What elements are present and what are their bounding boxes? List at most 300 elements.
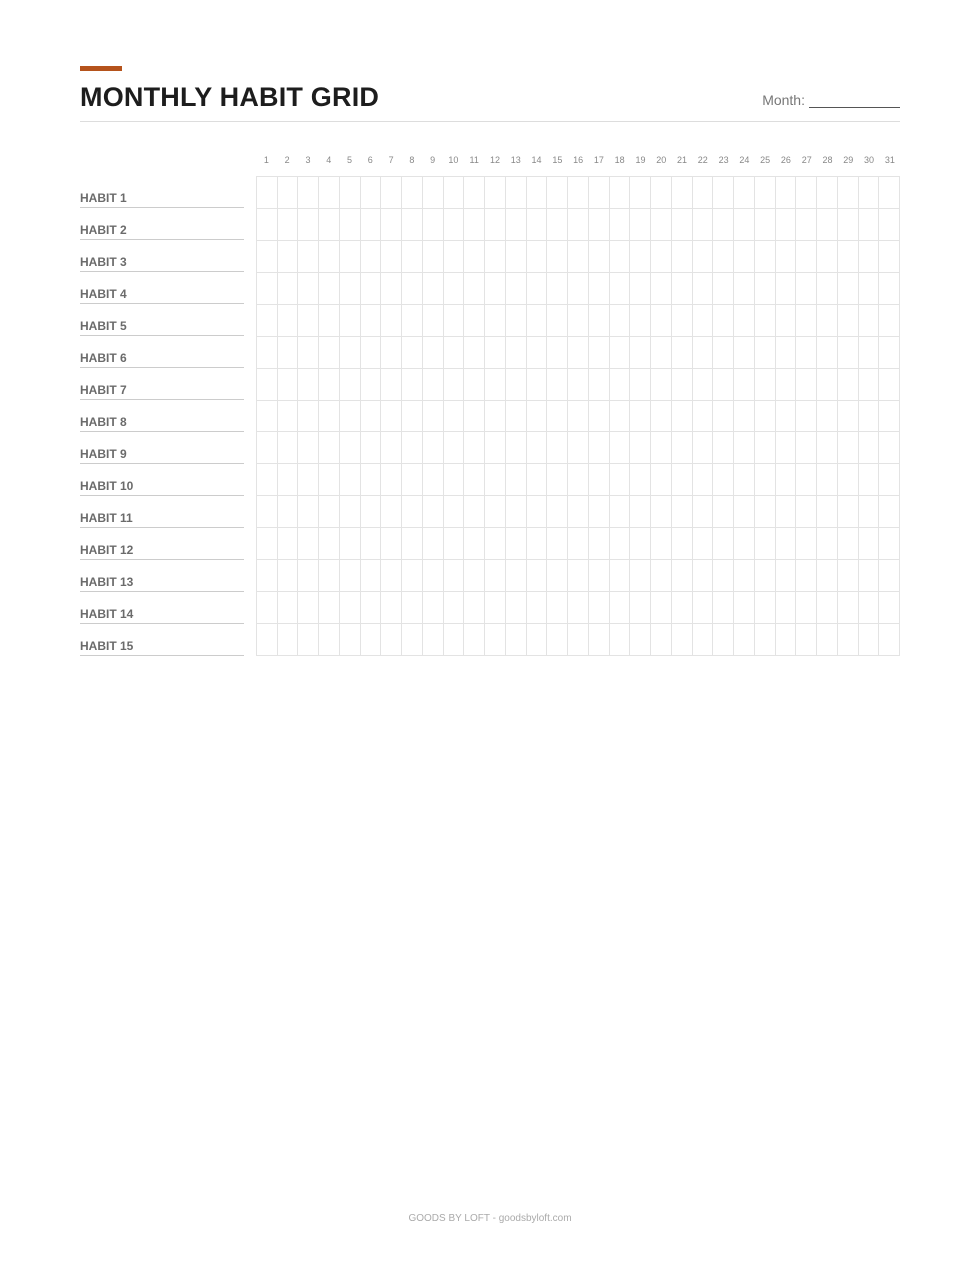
habit-day-cell[interactable] <box>402 369 423 401</box>
habit-day-cell[interactable] <box>651 241 672 273</box>
habit-day-cell[interactable] <box>444 177 465 209</box>
habit-day-cell[interactable] <box>423 337 444 369</box>
habit-day-cell[interactable] <box>610 273 631 305</box>
habit-day-cell[interactable] <box>776 241 797 273</box>
habit-day-cell[interactable] <box>485 592 506 624</box>
habit-day-cell[interactable] <box>713 369 734 401</box>
habit-day-cell[interactable] <box>589 496 610 528</box>
habit-day-cell[interactable] <box>651 337 672 369</box>
habit-day-cell[interactable] <box>319 528 340 560</box>
habit-day-cell[interactable] <box>319 177 340 209</box>
habit-day-cell[interactable] <box>361 496 382 528</box>
habit-day-cell[interactable] <box>278 337 299 369</box>
habit-day-cell[interactable] <box>672 177 693 209</box>
habit-day-cell[interactable] <box>838 209 859 241</box>
habit-day-cell[interactable] <box>506 528 527 560</box>
habit-day-cell[interactable] <box>734 177 755 209</box>
habit-day-cell[interactable] <box>547 401 568 433</box>
habit-day-cell[interactable] <box>672 337 693 369</box>
habit-day-cell[interactable] <box>319 592 340 624</box>
habit-day-cell[interactable] <box>506 592 527 624</box>
habit-day-cell[interactable] <box>298 337 319 369</box>
habit-day-cell[interactable] <box>361 337 382 369</box>
habit-day-cell[interactable] <box>713 305 734 337</box>
habit-day-cell[interactable] <box>402 496 423 528</box>
habit-day-cell[interactable] <box>506 337 527 369</box>
habit-day-cell[interactable] <box>423 241 444 273</box>
habit-day-cell[interactable] <box>879 560 900 592</box>
habit-day-cell[interactable] <box>796 592 817 624</box>
habit-day-cell[interactable] <box>361 560 382 592</box>
habit-day-cell[interactable] <box>381 337 402 369</box>
habit-day-cell[interactable] <box>464 209 485 241</box>
habit-day-cell[interactable] <box>859 401 880 433</box>
habit-day-cell[interactable] <box>859 464 880 496</box>
habit-day-cell[interactable] <box>651 560 672 592</box>
habit-day-cell[interactable] <box>257 273 278 305</box>
habit-day-cell[interactable] <box>527 305 548 337</box>
habit-day-cell[interactable] <box>755 496 776 528</box>
habit-day-cell[interactable] <box>257 209 278 241</box>
habit-day-cell[interactable] <box>755 401 776 433</box>
habit-day-cell[interactable] <box>257 560 278 592</box>
habit-day-cell[interactable] <box>402 528 423 560</box>
habit-day-cell[interactable] <box>527 401 548 433</box>
habit-day-cell[interactable] <box>402 432 423 464</box>
habit-day-cell[interactable] <box>817 273 838 305</box>
habit-day-cell[interactable] <box>796 337 817 369</box>
habit-day-cell[interactable] <box>257 401 278 433</box>
habit-day-cell[interactable] <box>817 209 838 241</box>
habit-day-cell[interactable] <box>734 209 755 241</box>
habit-day-cell[interactable] <box>485 624 506 656</box>
habit-day-cell[interactable] <box>879 624 900 656</box>
habit-day-cell[interactable] <box>257 177 278 209</box>
habit-day-cell[interactable] <box>402 624 423 656</box>
habit-day-cell[interactable] <box>859 369 880 401</box>
habit-day-cell[interactable] <box>796 177 817 209</box>
habit-day-cell[interactable] <box>817 369 838 401</box>
habit-day-cell[interactable] <box>568 337 589 369</box>
habit-day-cell[interactable] <box>838 273 859 305</box>
habit-day-cell[interactable] <box>651 209 672 241</box>
habit-day-cell[interactable] <box>859 496 880 528</box>
habit-day-cell[interactable] <box>879 241 900 273</box>
habit-day-cell[interactable] <box>485 273 506 305</box>
habit-day-cell[interactable] <box>319 305 340 337</box>
habit-day-cell[interactable] <box>547 464 568 496</box>
habit-day-cell[interactable] <box>672 624 693 656</box>
habit-day-cell[interactable] <box>630 369 651 401</box>
habit-day-cell[interactable] <box>381 464 402 496</box>
habit-day-cell[interactable] <box>776 273 797 305</box>
habit-day-cell[interactable] <box>672 401 693 433</box>
habit-day-cell[interactable] <box>444 305 465 337</box>
habit-day-cell[interactable] <box>796 464 817 496</box>
habit-day-cell[interactable] <box>713 496 734 528</box>
habit-day-cell[interactable] <box>485 401 506 433</box>
habit-day-cell[interactable] <box>589 560 610 592</box>
habit-day-cell[interactable] <box>568 496 589 528</box>
habit-day-cell[interactable] <box>630 624 651 656</box>
habit-day-cell[interactable] <box>298 560 319 592</box>
habit-day-cell[interactable] <box>464 496 485 528</box>
habit-day-cell[interactable] <box>527 369 548 401</box>
habit-day-cell[interactable] <box>381 241 402 273</box>
habit-day-cell[interactable] <box>776 432 797 464</box>
habit-day-cell[interactable] <box>859 273 880 305</box>
habit-day-cell[interactable] <box>568 401 589 433</box>
habit-day-cell[interactable] <box>672 209 693 241</box>
habit-day-cell[interactable] <box>361 464 382 496</box>
habit-day-cell[interactable] <box>838 528 859 560</box>
habit-day-cell[interactable] <box>506 560 527 592</box>
habit-day-cell[interactable] <box>444 401 465 433</box>
habit-day-cell[interactable] <box>547 369 568 401</box>
habit-day-cell[interactable] <box>381 432 402 464</box>
habit-day-cell[interactable] <box>547 528 568 560</box>
habit-day-cell[interactable] <box>298 432 319 464</box>
habit-day-cell[interactable] <box>630 177 651 209</box>
habit-day-cell[interactable] <box>527 273 548 305</box>
habit-day-cell[interactable] <box>340 369 361 401</box>
habit-day-cell[interactable] <box>402 177 423 209</box>
habit-day-cell[interactable] <box>713 273 734 305</box>
habit-day-cell[interactable] <box>672 369 693 401</box>
habit-day-cell[interactable] <box>464 624 485 656</box>
habit-day-cell[interactable] <box>817 624 838 656</box>
habit-day-cell[interactable] <box>361 401 382 433</box>
habit-day-cell[interactable] <box>402 401 423 433</box>
habit-day-cell[interactable] <box>278 528 299 560</box>
habit-day-cell[interactable] <box>444 337 465 369</box>
habit-day-cell[interactable] <box>776 337 797 369</box>
habit-day-cell[interactable] <box>298 624 319 656</box>
habit-day-cell[interactable] <box>589 241 610 273</box>
habit-day-cell[interactable] <box>693 496 714 528</box>
habit-day-cell[interactable] <box>630 560 651 592</box>
habit-day-cell[interactable] <box>610 592 631 624</box>
habit-day-cell[interactable] <box>796 624 817 656</box>
habit-day-cell[interactable] <box>589 528 610 560</box>
habit-day-cell[interactable] <box>319 401 340 433</box>
habit-day-cell[interactable] <box>610 337 631 369</box>
habit-day-cell[interactable] <box>527 337 548 369</box>
habit-day-cell[interactable] <box>340 401 361 433</box>
habit-day-cell[interactable] <box>713 624 734 656</box>
habit-day-cell[interactable] <box>630 241 651 273</box>
habit-day-cell[interactable] <box>734 464 755 496</box>
habit-day-cell[interactable] <box>547 432 568 464</box>
habit-day-cell[interactable] <box>651 369 672 401</box>
habit-day-cell[interactable] <box>485 177 506 209</box>
habit-day-cell[interactable] <box>444 624 465 656</box>
habit-day-cell[interactable] <box>464 592 485 624</box>
habit-day-cell[interactable] <box>464 432 485 464</box>
habit-day-cell[interactable] <box>319 273 340 305</box>
habit-day-cell[interactable] <box>547 177 568 209</box>
habit-day-cell[interactable] <box>776 369 797 401</box>
habit-day-cell[interactable] <box>319 241 340 273</box>
habit-day-cell[interactable] <box>464 528 485 560</box>
habit-day-cell[interactable] <box>755 177 776 209</box>
habit-day-cell[interactable] <box>402 464 423 496</box>
habit-day-cell[interactable] <box>734 305 755 337</box>
habit-day-cell[interactable] <box>464 337 485 369</box>
habit-day-cell[interactable] <box>859 432 880 464</box>
habit-day-cell[interactable] <box>672 464 693 496</box>
habit-day-cell[interactable] <box>817 432 838 464</box>
habit-day-cell[interactable] <box>464 177 485 209</box>
habit-day-cell[interactable] <box>319 337 340 369</box>
habit-day-cell[interactable] <box>464 241 485 273</box>
habit-day-cell[interactable] <box>257 592 278 624</box>
habit-day-cell[interactable] <box>734 592 755 624</box>
habit-day-cell[interactable] <box>713 241 734 273</box>
habit-day-cell[interactable] <box>444 432 465 464</box>
habit-day-cell[interactable] <box>506 624 527 656</box>
habit-day-cell[interactable] <box>257 624 278 656</box>
habit-day-cell[interactable] <box>423 496 444 528</box>
habit-day-cell[interactable] <box>589 432 610 464</box>
habit-day-cell[interactable] <box>776 209 797 241</box>
habit-day-cell[interactable] <box>589 177 610 209</box>
habit-day-cell[interactable] <box>879 496 900 528</box>
habit-day-cell[interactable] <box>879 592 900 624</box>
habit-day-cell[interactable] <box>568 464 589 496</box>
habit-day-cell[interactable] <box>693 305 714 337</box>
habit-day-cell[interactable] <box>630 305 651 337</box>
habit-day-cell[interactable] <box>298 592 319 624</box>
habit-day-cell[interactable] <box>340 305 361 337</box>
habit-day-cell[interactable] <box>630 464 651 496</box>
habit-day-cell[interactable] <box>298 177 319 209</box>
habit-day-cell[interactable] <box>755 337 776 369</box>
habit-day-cell[interactable] <box>547 273 568 305</box>
habit-day-cell[interactable] <box>319 560 340 592</box>
habit-day-cell[interactable] <box>257 241 278 273</box>
habit-day-cell[interactable] <box>838 464 859 496</box>
habit-day-cell[interactable] <box>381 560 402 592</box>
habit-day-cell[interactable] <box>693 369 714 401</box>
habit-day-cell[interactable] <box>879 528 900 560</box>
habit-day-cell[interactable] <box>879 337 900 369</box>
habit-day-cell[interactable] <box>444 209 465 241</box>
habit-day-cell[interactable] <box>464 401 485 433</box>
habit-day-cell[interactable] <box>796 401 817 433</box>
habit-day-cell[interactable] <box>796 273 817 305</box>
habit-day-cell[interactable] <box>423 273 444 305</box>
habit-day-cell[interactable] <box>610 464 631 496</box>
habit-day-cell[interactable] <box>734 273 755 305</box>
habit-day-cell[interactable] <box>838 592 859 624</box>
habit-day-cell[interactable] <box>838 241 859 273</box>
habit-day-cell[interactable] <box>506 305 527 337</box>
habit-day-cell[interactable] <box>610 177 631 209</box>
habit-day-cell[interactable] <box>651 592 672 624</box>
habit-day-cell[interactable] <box>879 273 900 305</box>
habit-day-cell[interactable] <box>755 273 776 305</box>
habit-day-cell[interactable] <box>298 369 319 401</box>
month-input-line[interactable] <box>809 95 900 108</box>
habit-day-cell[interactable] <box>796 496 817 528</box>
habit-day-cell[interactable] <box>630 337 651 369</box>
habit-day-cell[interactable] <box>693 337 714 369</box>
habit-day-cell[interactable] <box>340 624 361 656</box>
habit-day-cell[interactable] <box>485 209 506 241</box>
habit-day-cell[interactable] <box>506 401 527 433</box>
habit-day-cell[interactable] <box>257 369 278 401</box>
habit-day-cell[interactable] <box>402 305 423 337</box>
habit-day-cell[interactable] <box>444 464 465 496</box>
habit-day-cell[interactable] <box>734 241 755 273</box>
habit-day-cell[interactable] <box>278 624 299 656</box>
habit-day-cell[interactable] <box>672 305 693 337</box>
habit-day-cell[interactable] <box>568 369 589 401</box>
habit-day-cell[interactable] <box>776 624 797 656</box>
habit-day-cell[interactable] <box>610 305 631 337</box>
habit-day-cell[interactable] <box>693 401 714 433</box>
habit-day-cell[interactable] <box>734 624 755 656</box>
habit-day-cell[interactable] <box>340 177 361 209</box>
habit-day-cell[interactable] <box>796 305 817 337</box>
habit-day-cell[interactable] <box>381 369 402 401</box>
habit-day-cell[interactable] <box>734 528 755 560</box>
habit-day-cell[interactable] <box>755 209 776 241</box>
habit-day-cell[interactable] <box>298 401 319 433</box>
habit-day-cell[interactable] <box>278 464 299 496</box>
habit-day-cell[interactable] <box>610 624 631 656</box>
habit-day-cell[interactable] <box>361 528 382 560</box>
habit-day-cell[interactable] <box>713 177 734 209</box>
habit-day-cell[interactable] <box>610 241 631 273</box>
habit-day-cell[interactable] <box>547 496 568 528</box>
habit-day-cell[interactable] <box>734 369 755 401</box>
habit-day-cell[interactable] <box>568 209 589 241</box>
habit-day-cell[interactable] <box>485 369 506 401</box>
habit-day-cell[interactable] <box>568 528 589 560</box>
habit-day-cell[interactable] <box>340 432 361 464</box>
habit-day-cell[interactable] <box>776 305 797 337</box>
habit-day-cell[interactable] <box>589 464 610 496</box>
habit-day-cell[interactable] <box>381 496 402 528</box>
habit-day-cell[interactable] <box>464 369 485 401</box>
habit-day-cell[interactable] <box>589 401 610 433</box>
habit-day-cell[interactable] <box>713 209 734 241</box>
habit-day-cell[interactable] <box>879 305 900 337</box>
habit-day-cell[interactable] <box>672 560 693 592</box>
habit-day-cell[interactable] <box>859 528 880 560</box>
habit-day-cell[interactable] <box>610 432 631 464</box>
habit-day-cell[interactable] <box>838 305 859 337</box>
habit-day-cell[interactable] <box>589 305 610 337</box>
habit-day-cell[interactable] <box>693 592 714 624</box>
habit-day-cell[interactable] <box>755 560 776 592</box>
habit-day-cell[interactable] <box>672 528 693 560</box>
habit-day-cell[interactable] <box>755 432 776 464</box>
habit-day-cell[interactable] <box>879 369 900 401</box>
habit-day-cell[interactable] <box>423 528 444 560</box>
habit-day-cell[interactable] <box>713 528 734 560</box>
habit-day-cell[interactable] <box>672 592 693 624</box>
habit-day-cell[interactable] <box>568 432 589 464</box>
habit-day-cell[interactable] <box>859 624 880 656</box>
habit-day-cell[interactable] <box>796 369 817 401</box>
habit-day-cell[interactable] <box>381 624 402 656</box>
habit-day-cell[interactable] <box>651 624 672 656</box>
habit-day-cell[interactable] <box>651 496 672 528</box>
habit-day-cell[interactable] <box>776 528 797 560</box>
habit-day-cell[interactable] <box>776 464 797 496</box>
habit-day-cell[interactable] <box>278 177 299 209</box>
habit-day-cell[interactable] <box>651 273 672 305</box>
habit-day-cell[interactable] <box>527 592 548 624</box>
habit-day-cell[interactable] <box>423 624 444 656</box>
habit-day-cell[interactable] <box>693 241 714 273</box>
habit-day-cell[interactable] <box>402 273 423 305</box>
habit-day-cell[interactable] <box>506 432 527 464</box>
habit-day-cell[interactable] <box>278 305 299 337</box>
habit-day-cell[interactable] <box>340 273 361 305</box>
habit-day-cell[interactable] <box>672 496 693 528</box>
habit-day-cell[interactable] <box>859 560 880 592</box>
habit-day-cell[interactable] <box>278 496 299 528</box>
habit-day-cell[interactable] <box>381 592 402 624</box>
habit-day-cell[interactable] <box>547 241 568 273</box>
habit-day-cell[interactable] <box>506 241 527 273</box>
habit-day-cell[interactable] <box>630 592 651 624</box>
habit-day-cell[interactable] <box>402 337 423 369</box>
habit-day-cell[interactable] <box>776 560 797 592</box>
habit-day-cell[interactable] <box>879 401 900 433</box>
habit-day-cell[interactable] <box>361 432 382 464</box>
habit-day-cell[interactable] <box>568 560 589 592</box>
habit-day-cell[interactable] <box>879 432 900 464</box>
habit-day-cell[interactable] <box>506 177 527 209</box>
habit-day-cell[interactable] <box>485 528 506 560</box>
habit-day-cell[interactable] <box>610 401 631 433</box>
habit-day-cell[interactable] <box>278 560 299 592</box>
habit-day-cell[interactable] <box>527 624 548 656</box>
habit-day-cell[interactable] <box>319 496 340 528</box>
habit-day-cell[interactable] <box>734 401 755 433</box>
habit-day-cell[interactable] <box>298 273 319 305</box>
habit-day-cell[interactable] <box>589 369 610 401</box>
habit-day-cell[interactable] <box>298 241 319 273</box>
habit-day-cell[interactable] <box>547 560 568 592</box>
habit-day-cell[interactable] <box>859 305 880 337</box>
habit-day-cell[interactable] <box>817 592 838 624</box>
habit-day-cell[interactable] <box>610 369 631 401</box>
habit-day-cell[interactable] <box>527 464 548 496</box>
habit-day-cell[interactable] <box>361 273 382 305</box>
habit-day-cell[interactable] <box>713 432 734 464</box>
habit-day-cell[interactable] <box>257 337 278 369</box>
habit-day-cell[interactable] <box>693 624 714 656</box>
habit-day-cell[interactable] <box>817 241 838 273</box>
habit-day-cell[interactable] <box>464 305 485 337</box>
habit-day-cell[interactable] <box>506 273 527 305</box>
habit-day-cell[interactable] <box>589 209 610 241</box>
habit-day-cell[interactable] <box>319 464 340 496</box>
habit-day-cell[interactable] <box>527 528 548 560</box>
habit-day-cell[interactable] <box>589 337 610 369</box>
habit-day-cell[interactable] <box>713 401 734 433</box>
habit-day-cell[interactable] <box>547 624 568 656</box>
habit-day-cell[interactable] <box>423 305 444 337</box>
habit-day-cell[interactable] <box>278 209 299 241</box>
habit-day-cell[interactable] <box>713 337 734 369</box>
